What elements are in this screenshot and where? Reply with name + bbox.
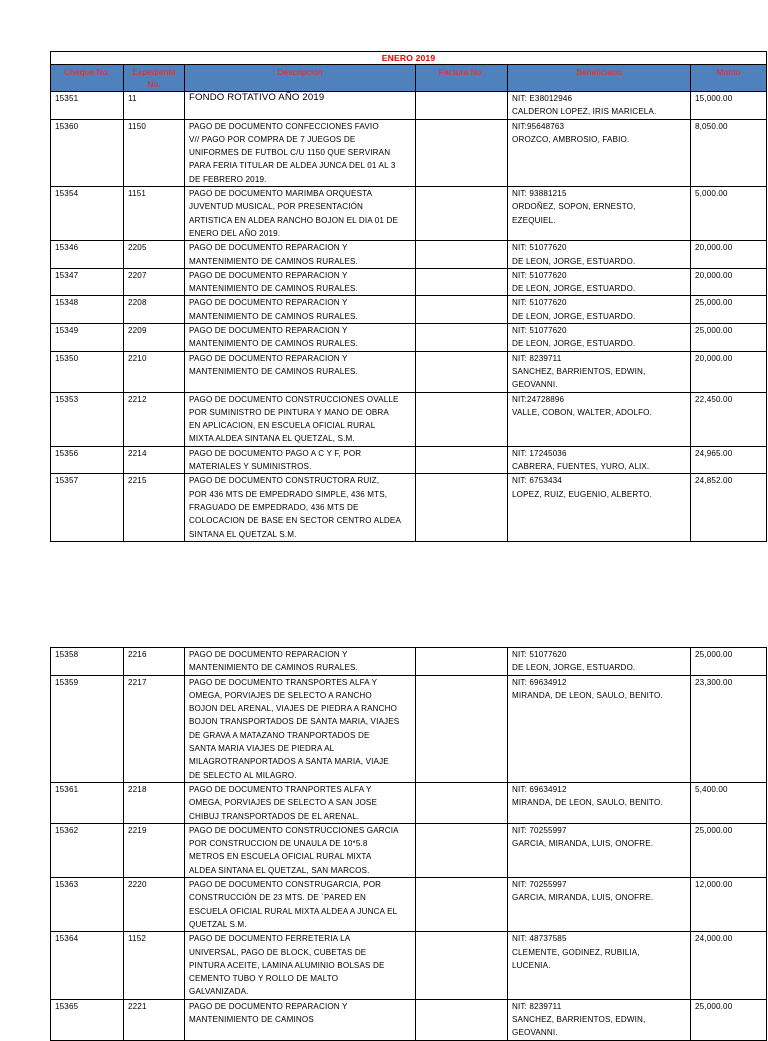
monto-cell: 25,000.00 <box>691 648 767 676</box>
table-row <box>51 119 767 186</box>
table-row <box>51 324 767 352</box>
beneficiario-cell: NIT: 8239711 SANCHEZ, BARRIENTOS, EDWIN, GEOVANNI. <box>508 351 691 392</box>
cheque-cell: 15353 <box>51 392 124 446</box>
monto-cell: 5,000.00 <box>691 187 767 241</box>
beneficiario-cell: NIT: 69634912 MIRANDA, DE LEON, SAULO, BENITO. <box>508 675 691 782</box>
factura-cell <box>416 648 508 676</box>
descripcion-cell: PAGO DE DOCUMENTO TRANPORTES ALFA Y OMEGA, PORVIAJES DE SELECTO A SAN JOSE CHIBUJ TRANSPORTADOS DE EL ARENAL. <box>185 782 416 823</box>
descripcion-cell: PAGO DE DOCUMENTO CONFECCIONES FAVIO V// PAGO POR COMPRA DE 7 JUEGOS DE UNIFORMES DE FUTBOL C/U 1150 QUE SERVIRAN PARA FERIA TITULAR DE ALDEA JUNCA DEL 01 AL 3 DE FEBRERO 2019. <box>185 119 416 186</box>
table-row <box>51 187 767 241</box>
expediente-cell: 11 <box>124 92 185 120</box>
beneficiario-cell: NIT: 6753434 LOPEZ, RUIZ, EUGENIO, ALBERTO. <box>508 474 691 541</box>
cheque-cell: 15358 <box>51 648 124 676</box>
beneficiario-cell: NIT: E38012946 CALDERON LOPEZ, IRIS MARICELA. <box>508 92 691 120</box>
table-row <box>51 932 767 999</box>
cheque-cell: 15348 <box>51 296 124 324</box>
expediente-cell: 2210 <box>124 351 185 392</box>
cheque-cell: 15356 <box>51 446 124 474</box>
expediente-cell: 2220 <box>124 878 185 932</box>
beneficiario-cell: NIT:95648763 OROZCO, AMBROSIO, FABIO. <box>508 119 691 186</box>
factura-cell <box>416 241 508 269</box>
payments-table-bottom <box>50 647 767 1041</box>
monto-cell: 15,000.00 <box>691 92 767 120</box>
monto-cell: 23,300.00 <box>691 675 767 782</box>
factura-cell <box>416 392 508 446</box>
cheque-cell: 15364 <box>51 932 124 999</box>
expediente-cell: 2212 <box>124 392 185 446</box>
expediente-cell: 2209 <box>124 324 185 352</box>
beneficiario-cell: NIT: 17245036 CABRERA, FUENTES, YURO, ALIX. <box>508 446 691 474</box>
table-row <box>51 648 767 676</box>
expediente-cell: 2215 <box>124 474 185 541</box>
expediente-cell: 2214 <box>124 446 185 474</box>
table-row <box>51 392 767 446</box>
table-row <box>51 241 767 269</box>
beneficiario-cell: NIT: 48737585 CLEMENTE, GODINEZ, RUBILIA, LUCENIA. <box>508 932 691 999</box>
expediente-cell: 1150 <box>124 119 185 186</box>
cheque-cell: 15359 <box>51 675 124 782</box>
table-row <box>51 351 767 392</box>
monto-cell: 25,000.00 <box>691 823 767 877</box>
expediente-cell: 2221 <box>124 999 185 1040</box>
descripcion-cell: PAGO DE DOCUMENTO REPARACION Y MANTENIMIENTO DE CAMINOS RURALES. <box>185 241 416 269</box>
cheque-cell: 15349 <box>51 324 124 352</box>
beneficiario-cell: NIT: 8239711 SANCHEZ, BARRIENTOS, EDWIN, GEOVANNI. <box>508 999 691 1040</box>
expediente-cell: 2218 <box>124 782 185 823</box>
descripcion-cell: PAGO DE DOCUMENTO CONSTRUCTORA RUIZ, POR 436 MTS DE EMPEDRADO SIMPLE, 436 MTS, FRAGUADO DE EMPEDRADO, 436 MTS DE COLOCACION DE BASE EN SECTOR CENTRO ALDEA SINTANA EL QUETZAL S.M. <box>185 474 416 541</box>
table-row <box>51 92 767 120</box>
beneficiario-cell: NIT: 93881215 ORDOÑEZ, SOPON, ERNESTO, EZEQUIEL. <box>508 187 691 241</box>
monto-cell: 24,965.00 <box>691 446 767 474</box>
expediente-cell: 1152 <box>124 932 185 999</box>
cheque-cell: 15357 <box>51 474 124 541</box>
table-row <box>51 268 767 296</box>
col-header-descripcion: Descripción <box>185 65 416 92</box>
factura-cell <box>416 351 508 392</box>
cheque-cell: 15351 <box>51 92 124 120</box>
table-row <box>51 474 767 541</box>
factura-cell <box>416 92 508 120</box>
factura-cell <box>416 268 508 296</box>
cheque-cell: 15346 <box>51 241 124 269</box>
factura-cell <box>416 675 508 782</box>
expediente-cell: 2208 <box>124 296 185 324</box>
factura-cell <box>416 932 508 999</box>
col-header-cheque: Cheque No. <box>51 65 124 92</box>
monto-cell: 12,000.00 <box>691 878 767 932</box>
cheque-cell: 15365 <box>51 999 124 1040</box>
descripcion-cell: PAGO DE DOCUMENTO REPARACION Y MANTENIMIENTO DE CAMINOS RURALES. <box>185 268 416 296</box>
beneficiario-cell: NIT: 70255997 GARCIA, MIRANDA, LUIS, ONOFRE. <box>508 823 691 877</box>
beneficiario-cell: NIT: 51077620 DE LEON, JORGE, ESTUARDO. <box>508 296 691 324</box>
monto-cell: 20,000.00 <box>691 241 767 269</box>
beneficiario-cell: NIT:24728896 VALLE, COBON, WALTER, ADOLFO. <box>508 392 691 446</box>
beneficiario-cell: NIT: 51077620 DE LEON, JORGE, ESTUARDO. <box>508 324 691 352</box>
monto-cell: 25,000.00 <box>691 296 767 324</box>
col-header-factura: Factura No. <box>416 65 508 92</box>
table-row <box>51 782 767 823</box>
expediente-cell: 2216 <box>124 648 185 676</box>
expediente-cell: 1151 <box>124 187 185 241</box>
table-row <box>51 823 767 877</box>
col-header-beneficiario: Beneficiario <box>508 65 691 92</box>
descripcion-cell: PAGO DE DOCUMENTO TRANSPORTES ALFA Y OMEGA, PORVIAJES DE SELECTO A RANCHO BOJON DEL ARENAL, VIAJES DE PIEDRA A RANCHO BOJON TRANSPORTADOS DE SANTA MARIA, VIAJES DE GRAVA A MATAZANO TRANPORTADOS DE SANTA MARIA VIAJES DE PIEDRA AL MILAGROTRANPORTADOS A SANTA MARIA, VIAJE DE SELECTO AL MILAGRO. <box>185 675 416 782</box>
beneficiario-cell: NIT: 51077620 DE LEON, JORGE, ESTUARDO. <box>508 268 691 296</box>
beneficiario-cell: NIT: 51077620 DE LEON, JORGE, ESTUARDO. <box>508 648 691 676</box>
descripcion-cell: PAGO DE DOCUMENTO REPARACION Y MANTENIMIENTO DE CAMINOS RURALES. <box>185 351 416 392</box>
table-row <box>51 878 767 932</box>
expediente-cell: 2219 <box>124 823 185 877</box>
cheque-cell: 15361 <box>51 782 124 823</box>
cheque-cell: 15350 <box>51 351 124 392</box>
factura-cell <box>416 782 508 823</box>
descripcion-cell: PAGO DE DOCUMENTO CONSTRUGARCIA, POR CONSTRUCCIÓN DE 23 MTS. DE `PARED EN ESCUELA OFICIAL RURAL MIXTA ALDEA A JUNCA EL QUETZAL S.M. <box>185 878 416 932</box>
monto-cell: 5,400.00 <box>691 782 767 823</box>
beneficiario-cell: NIT: 70255997 GARCIA, MIRANDA, LUIS, ONOFRE. <box>508 878 691 932</box>
cheque-cell: 15360 <box>51 119 124 186</box>
table-row <box>51 999 767 1040</box>
factura-cell <box>416 324 508 352</box>
monto-cell: 24,852.00 <box>691 474 767 541</box>
cheque-cell: 15362 <box>51 823 124 877</box>
beneficiario-cell: NIT: 51077620 DE LEON, JORGE, ESTUARDO. <box>508 241 691 269</box>
cheque-cell: 15354 <box>51 187 124 241</box>
monto-cell: 20,000.00 <box>691 351 767 392</box>
factura-cell <box>416 119 508 186</box>
descripcion-cell: PAGO DE DOCUMENTO REPARACION Y MANTENIMIENTO DE CAMINOS RURALES. <box>185 296 416 324</box>
cheque-cell: 15347 <box>51 268 124 296</box>
expediente-cell: 2207 <box>124 268 185 296</box>
beneficiario-cell: NIT: 69634912 MIRANDA, DE LEON, SAULO, BENITO. <box>508 782 691 823</box>
table-row <box>51 296 767 324</box>
factura-cell <box>416 446 508 474</box>
monto-cell: 22,450.00 <box>691 392 767 446</box>
factura-cell <box>416 878 508 932</box>
col-header-monto: Monto <box>691 65 767 92</box>
factura-cell <box>416 474 508 541</box>
descripcion-cell: PAGO DE DOCUMENTO REPARACION Y MANTENIMIENTO DE CAMINOS RURALES. <box>185 324 416 352</box>
table-title: ENERO 2019 <box>51 52 767 65</box>
monto-cell: 24,000.00 <box>691 932 767 999</box>
table-row <box>51 446 767 474</box>
table-row <box>51 675 767 782</box>
monto-cell: 20,000.00 <box>691 268 767 296</box>
factura-cell <box>416 999 508 1040</box>
factura-cell <box>416 823 508 877</box>
descripcion-cell: PAGO DE DOCUMENTO CONSTRUCCIONES OVALLE POR SUMINISTRO DE PINTURA Y MANO DE OBRA EN APLICACION, EN ESCUELA OFICIAL RURAL MIXTA ALDEA SINTANA EL QUETZAL, S.M. <box>185 392 416 446</box>
monto-cell: 25,000.00 <box>691 999 767 1040</box>
factura-cell <box>416 296 508 324</box>
col-header-expediente: Expediente No. <box>124 65 185 92</box>
factura-cell <box>416 187 508 241</box>
header-row <box>51 65 767 92</box>
descripcion-cell: PAGO DE DOCUMENTO PAGO A C Y F, POR MATERIALES Y SUMINISTROS. <box>185 446 416 474</box>
descripcion-cell: PAGO DE DOCUMENTO REPARACION Y MANTENIMIENTO DE CAMINOS RURALES. <box>185 648 416 676</box>
descripcion-cell: PAGO DE DOCUMENTO MARIMBA ORQUESTA JUVENTUD MUSICAL, POR PRESENTACIÓN ARTISTICA EN ALDEA RANCHO BOJON EL DIA 01 DE ENERO DEL AÑO 2019. <box>185 187 416 241</box>
descripcion-cell: FONDO ROTATIVO AÑO 2019 <box>185 92 416 120</box>
expediente-cell: 2205 <box>124 241 185 269</box>
descripcion-cell: PAGO DE DOCUMENTO CONSTRUCCIONES GARCIA POR CONSTRUCCION DE UNAULA DE 10*5.8 METROS EN ESCUELA OFICIAL RURAL MIXTA ALDEA SINTANA EL QUETZAL, SAN MARCOS. <box>185 823 416 877</box>
expediente-cell: 2217 <box>124 675 185 782</box>
monto-cell: 25,000.00 <box>691 324 767 352</box>
cheque-cell: 15363 <box>51 878 124 932</box>
descripcion-cell: PAGO DE DOCUMENTO FERRETERIA LA UNIVERSAL, PAGO DE BLOCK, CUBETAS DE PINTURA ACEITE, LAMINA ALUMINIO BOLSAS DE CEMENTO TUBO Y ROLLO DE MALTO GALVANIZADA. <box>185 932 416 999</box>
monto-cell: 8,050.00 <box>691 119 767 186</box>
payments-table-top <box>50 51 767 542</box>
descripcion-cell: PAGO DE DOCUMENTO REPARACION Y MANTENIMIENTO DE CAMINOS <box>185 999 416 1040</box>
